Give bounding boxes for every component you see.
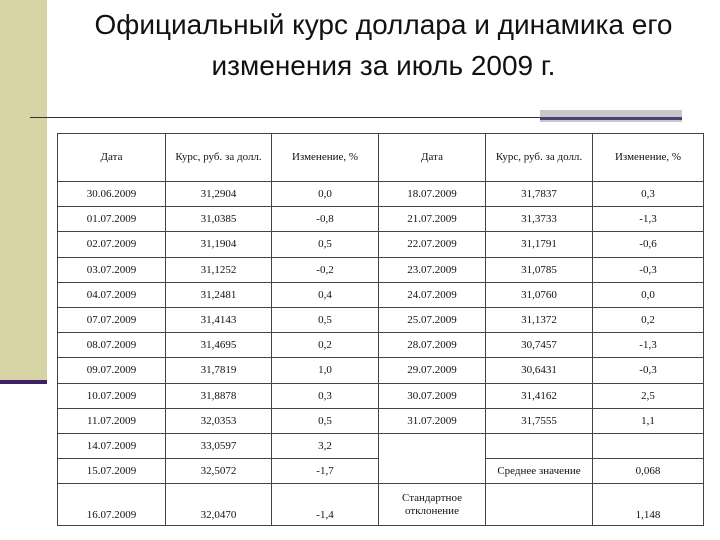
cell-rate: 33,0597 [166,433,272,458]
decorative-sidebar [0,0,47,380]
header-date: Дата [58,134,166,182]
cell-change: -0,8 [272,207,379,232]
cell-rate-2: 31,7555 [486,408,593,433]
cell-change: 0,0 [272,182,379,207]
cell-change: -1,4 [272,484,379,526]
cell-rate-2: 31,7837 [486,182,593,207]
cell-change: 3,2 [272,433,379,458]
cell-rate: 31,4143 [166,307,272,332]
cell-change-2: 0,2 [593,307,704,332]
cell-date: 30.06.2009 [58,182,166,207]
cell-change-2: 0,3 [593,182,704,207]
table-row [58,182,704,207]
cell-rate: 32,0470 [166,484,272,526]
table-row [58,358,704,383]
table-body [58,182,704,434]
cell-rate: 31,8878 [166,383,272,408]
cell-rate-2: 31,3733 [486,207,593,232]
cell-date: 02.07.2009 [58,232,166,257]
cell-date: 07.07.2009 [58,307,166,332]
cell-change: 0,5 [272,408,379,433]
cell-rate: 31,1904 [166,232,272,257]
header-rate-2: Курс, руб. за долл. [486,134,593,182]
cell-change: 0,5 [272,307,379,332]
table-row [58,282,704,307]
cell-change: 0,3 [272,383,379,408]
table-row [58,307,704,332]
cell-date: 10.07.2009 [58,383,166,408]
cell-change-2: -0,3 [593,358,704,383]
std-label: Стандартное отклонение [379,484,486,526]
table-row [58,232,704,257]
cell-change-2: -0,3 [593,257,704,282]
table-row [58,433,704,458]
empty-cell [486,433,593,458]
cell-rate: 31,2904 [166,182,272,207]
cell-rate-2: 31,0760 [486,282,593,307]
sidebar-accent-line [0,380,47,384]
cell-date-2: 24.07.2009 [379,282,486,307]
cell-rate: 31,2481 [166,282,272,307]
cell-rate: 31,4695 [166,333,272,358]
cell-date-2: 18.07.2009 [379,182,486,207]
empty-cell [486,484,593,526]
cell-rate: 31,7819 [166,358,272,383]
cell-date: 09.07.2009 [58,358,166,383]
mean-value: 0,068 [593,459,704,484]
header-row [58,134,704,182]
table-row [58,408,704,433]
header-rate: Курс, руб. за долл. [166,134,272,182]
slide-title: Официальный курс доллара и динамика его изменения за июль 2009 г. [94,9,673,81]
cell-date: 15.07.2009 [58,459,166,484]
cell-date-2: 30.07.2009 [379,383,486,408]
cell-date: 01.07.2009 [58,207,166,232]
cell-date: 11.07.2009 [58,408,166,433]
cell-date-2: 22.07.2009 [379,232,486,257]
cell-rate: 32,0353 [166,408,272,433]
std-value: 1,148 [593,484,704,526]
cell-rate-2: 31,1372 [486,307,593,332]
cell-date: 04.07.2009 [58,282,166,307]
table-row [58,333,704,358]
table-row [58,257,704,282]
header-change: Изменение, % [272,134,379,182]
mean-label: Среднее значение [486,459,593,484]
cell-change-2: -1,3 [593,333,704,358]
cell-change: -1,7 [272,459,379,484]
cell-date-2: 21.07.2009 [379,207,486,232]
cell-date-2: 29.07.2009 [379,358,486,383]
cell-rate: 31,0385 [166,207,272,232]
cell-rate-2: 30,7457 [486,333,593,358]
table-row [58,207,704,232]
cell-rate-2: 31,1791 [486,232,593,257]
cell-date: 03.07.2009 [58,257,166,282]
cell-change-2: -1,3 [593,207,704,232]
header-change-2: Изменение, % [593,134,704,182]
cell-date-2: 23.07.2009 [379,257,486,282]
cell-change-2: 0,0 [593,282,704,307]
cell-change-2: 2,5 [593,383,704,408]
empty-cell [593,433,704,458]
exchange-rate-table [57,133,704,526]
cell-change-2: -0,6 [593,232,704,257]
cell-rate: 32,5072 [166,459,272,484]
cell-rate-2: 31,0785 [486,257,593,282]
cell-date-2: 28.07.2009 [379,333,486,358]
cell-change: 0,5 [272,232,379,257]
header-date-2: Дата [379,134,486,182]
cell-change: 0,4 [272,282,379,307]
cell-change: -0,2 [272,257,379,282]
cell-rate: 31,1252 [166,257,272,282]
table-row [58,484,704,526]
decorative-bar [540,117,682,120]
decorative-box [540,110,682,122]
cell-date: 14.07.2009 [58,433,166,458]
cell-rate-2: 30,6431 [486,358,593,383]
cell-date: 08.07.2009 [58,333,166,358]
cell-date-2: 31.07.2009 [379,408,486,433]
table-row [58,383,704,408]
cell-date: 16.07.2009 [58,484,166,526]
cell-change-2: 1,1 [593,408,704,433]
cell-change: 1,0 [272,358,379,383]
summary-spacer [379,433,486,483]
cell-rate-2: 31,4162 [486,383,593,408]
cell-change: 0,2 [272,333,379,358]
cell-date-2: 25.07.2009 [379,307,486,332]
